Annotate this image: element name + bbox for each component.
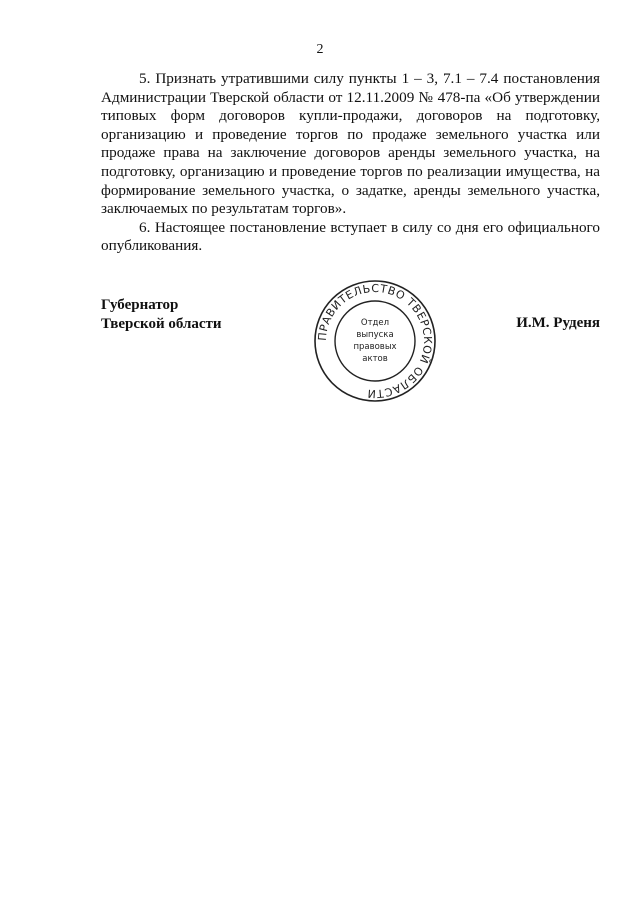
signature-position-line-2: Тверской области xyxy=(101,315,222,332)
stamp-center-line-4: актов xyxy=(362,354,388,364)
stamp-center-line-1: Отдел xyxy=(360,318,390,328)
paragraph-5: 5. Признать утратившими силу пункты 1 – 3, 7.1 – 7.4 постановления Администрации Тверской области от 12.11.2009 № 478-па «Об утверждении типовых форм договоров купли-продажи, договоров на подготовку, организацию и проведение торгов по продаже земельного участка или продаже права на заключение договоров аренды земельного участка, на подготовку, организацию и проведение торгов по реализации имущества, на формирование земельного участка, о задатке, аренды земельного участка, заключаемых по результатам торгов». xyxy=(101,70,600,218)
page-number: 2 xyxy=(316,42,324,57)
stamp-inner-ring xyxy=(335,301,415,381)
signature-position-line-1: Губернатор xyxy=(101,297,179,313)
official-stamp xyxy=(313,279,437,403)
stamp-center-line-2: выпуска xyxy=(356,330,394,340)
signature-position xyxy=(101,296,222,333)
stamp-center-line-3: правовых xyxy=(353,342,397,352)
stamp-ring-text: ПРАВИТЕЛЬСТВО ТВЕРСКОЙ ОБЛАСТИ xyxy=(315,281,435,401)
stamp-outer-ring xyxy=(315,281,435,401)
document-body xyxy=(101,70,600,256)
signer-name: И.М. Руденя xyxy=(516,315,600,331)
paragraph-6: 6. Настоящее постановление вступает в силу со дня его официального опубликования. xyxy=(101,218,600,255)
